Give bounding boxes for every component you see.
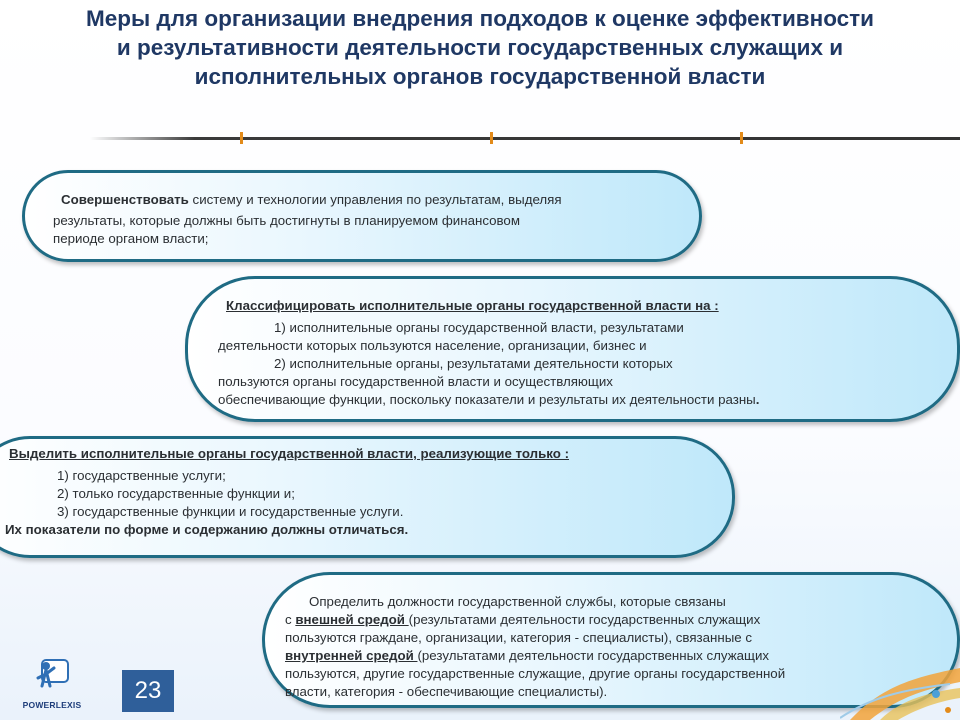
measure-improve-management: Совершенствовать систему и технологии управления по результатам, выделяя результаты, которые должны быть достигнуты в планируемом финансовом периоде органом власти;: [22, 170, 702, 262]
list-item: 3) государственные функции и государственные услуги.: [57, 504, 404, 519]
logo-figure-icon: [12, 656, 92, 700]
decorative-swoosh-icon: [840, 618, 960, 720]
list-item: 2) только государственные функции и;: [57, 486, 295, 501]
improve-lead: Совершенствовать: [61, 192, 189, 207]
external-environment-term: внешней средой: [295, 612, 409, 627]
slide-number: 23: [122, 670, 174, 712]
title-divider: [0, 132, 960, 144]
measure-define-positions: Определить должности государственной службы, которые связаны с внешней средой (результатами деятельности государственных служащих пользуются граждане, организации, категория - специалисты), связанные с внутренней средой (результатами деятельности государственных служащих пользуются, другие государственные служащие, другие органы государственной власти, категория - обеспечивающие специалисты).: [262, 572, 960, 708]
measure-classify-organs: Классифицировать исполнительные органы государственной власти на : 1) исполнительные органы государственной власти, результатами деятельности которых пользуются население, организации, бизнес и 2) исполнительные органы, результатами деятельности которых пользуются органы государственной власти и осуществляющих обеспечивающие функции, поскольку показатели и результаты их деятельности разны.: [185, 276, 960, 422]
select-heading: Выделить исполнительные органы государственной власти, реализующие только :: [9, 446, 570, 461]
slide-title: Меры для организации внедрения подходов к оценке эффективности и результативности деятельности государственных служащих и исполнительных органов государственной власти: [85, 6, 875, 89]
internal-environment-term: внутренней средой: [285, 648, 418, 663]
select-conclusion: Их показатели по форме и содержанию должны отличаться.: [5, 522, 409, 537]
list-item: 1) государственные услуги;: [57, 468, 226, 483]
powerlexis-logo: POWERLEXIS: [12, 656, 92, 712]
measure-select-organs: [0, 436, 735, 558]
classify-heading: Классифицировать исполнительные органы государственной власти на :: [226, 298, 719, 313]
